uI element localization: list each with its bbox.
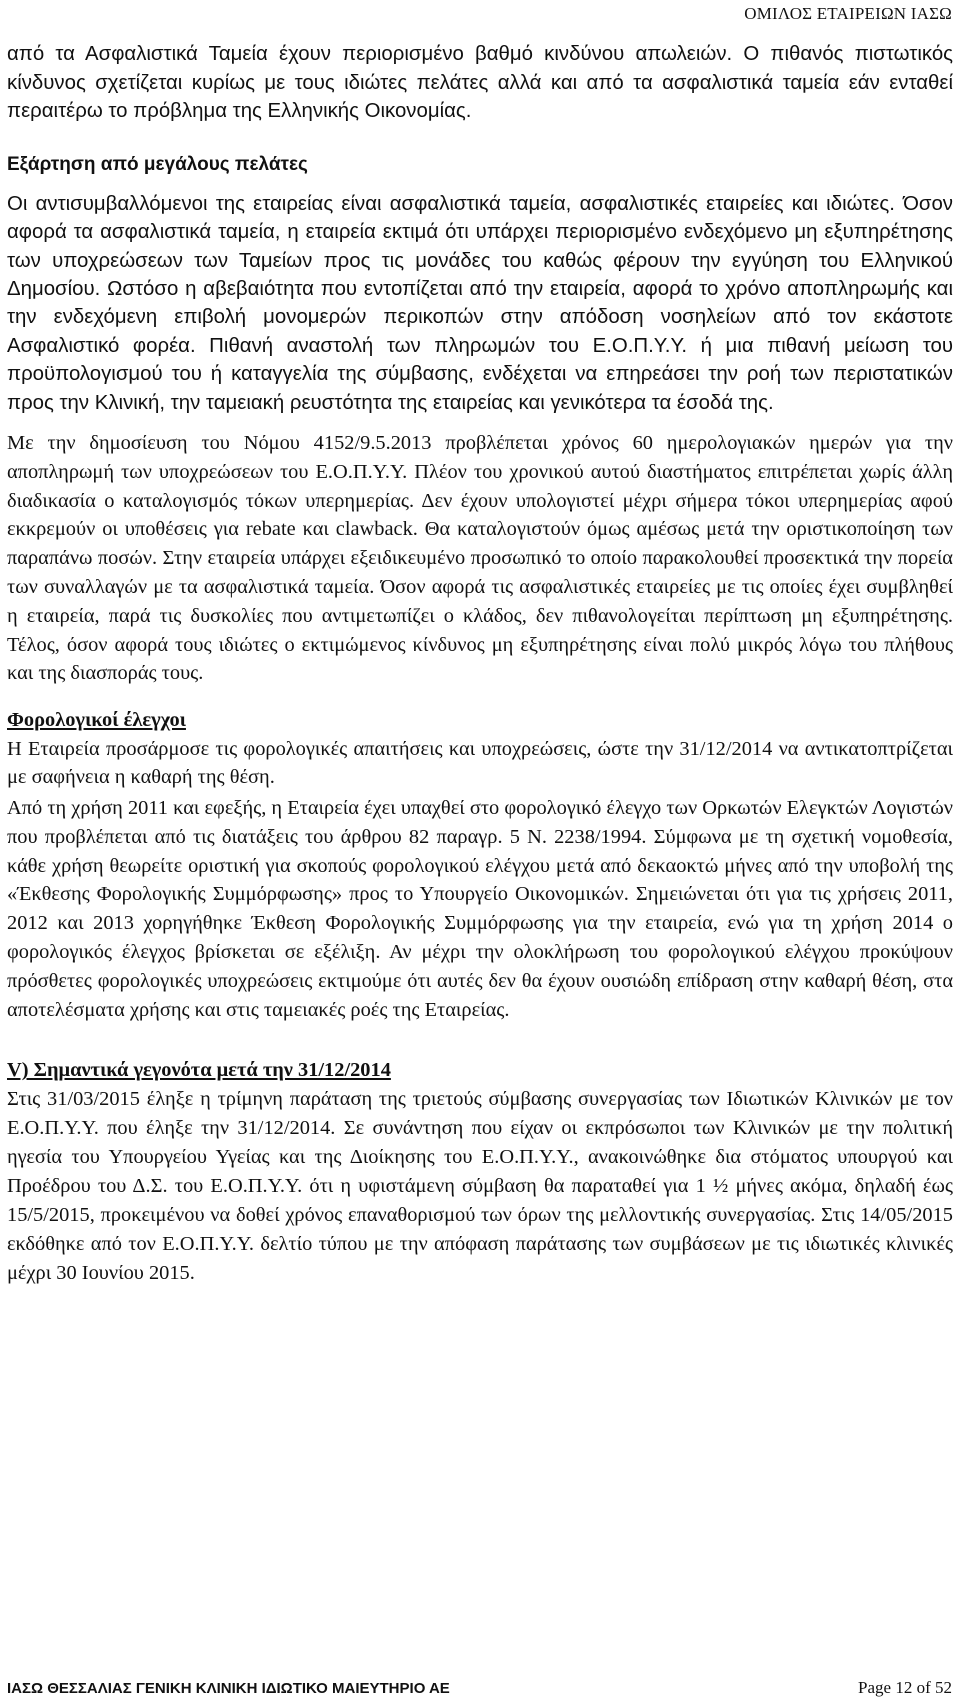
paragraph-law-4152: Με την δημοσίευση του Νόμου 4152/9.5.2013 προβλέπεται χρόνος 60 ημερολογιακών ημερών για την αποπληρωμή των υποχρεώσεων του Ε.Ο.Π.Υ.Υ. Πλέον του χρονικού αυτού διαστήματος επιτρέπεται χωρίς άλλη διαδικασία ο καταλογισμός τόκων υπερημερίας. Δεν έχουν υπολογιστεί μέχρι σήμερα τόκοι υπερημερίας αφού εκκρεμούν οι υποθέσεις για rebate και clawback. Θα καταλογιστούν όμως αμέσως μετά την οριστικοποίηση των παραπάνω ποσών. Στην εταιρεία υπάρχει εξειδικευμένο προσωπικό το οποίο παρακολουθεί προσεκτικά την πορεία των συναλλαγών με τα ασφαλιστικά ταμεία. Όσον αφορά τις ασφαλιστικές εταιρείες με τις οποίες έχει συμβληθεί η εταιρεία, παρά τις δυσκολίες που αντιμετωπίζει ο κλάδος, δεν πιθανολογείται περίπτωση μη εξυπηρέτησης. Τέλος, όσον αφορά τους ιδιώτες ο εκτιμώμενος κίνδυνος μη εξυπηρέτησης είναι πολύ μικρός λόγω του πλήθους και της διασποράς τους. (7, 432, 953, 685)
page-header: ΟΜΙΛΟΣ ΕΤΑΙΡΕΙΩΝ ΙΑΣΩ (744, 4, 952, 23)
section-heading-dependence: Εξάρτηση από μεγάλους πελάτες (7, 153, 308, 175)
footer-page-number: Page 12 of 52 (858, 1678, 952, 1697)
paragraph-credit-risk: από τα Ασφαλιστικά Ταμεία έχουν περιορισμένο βαθμό κινδύνου απωλειών. Ο πιθανός πιστωτικός κίνδυνος σχετίζεται κυρίως με τους ιδιώτες πελάτες αλλά και από τα ασφαλιστικά ταμεία εάν ενταθεί περαιτέρω το πρόβλημα της Ελληνικής Οικονομίας. (7, 43, 953, 123)
paragraph-tax-adjustment: Η Εταιρεία προσάρμοσε τις φορολογικές απαιτήσεις και υποχρεώσεις, ώστε την 31/12/2014 να αντικατοπτρίζεται με σαφήνεια η καθαρή της θέση. (7, 737, 953, 789)
section-heading-subsequent-events: V) Σημαντικά γεγονότα μετά την 31/12/2014 (7, 1059, 391, 1082)
paragraph-counterparties: Οι αντισυμβαλλόμενοι της εταιρείας είναι ασφαλιστικά ταμεία, ασφαλιστικές εταιρείες και ιδιώτες. Όσον αφορά τα ασφαλιστικά ταμεία, η εταιρεία εκτιμά ότι υπάρχει περιορισμένο ενδεχόμενο μη εξυπηρέτησης των υποχρεώσεων των Ταμείων προς τις μονάδες του καθώς φέρουν την εγγύηση του Ελληνικού Δημοσίου. Ωστόσο η αβεβαιότητα που εντοπίζεται από την εταιρεία, αφορά το χρόνο αποπληρωμής και την ενδεχόμενη επιβολή μονομερών περικοπών στην απόδοση νοσηλείων από τον εκάστοτε Ασφαλιστικό φορέα. Πιθανή αναστολή των πληρωμών του Ε.Ο.Π.Υ.Υ. ή μια πιθανή μείωση του προϋπολογισμού του ή καταγγελία της σύμβασης, ενδέχεται να επηρεάσει την ροή των περιστατικών προς την Κλινική, την ταμειακή ρευστότητα της εταιρείας και γενικότερα τα έσοδά της. (7, 192, 953, 414)
document-body (7, 40, 953, 1288)
paragraph-eopyy-contract: Στις 31/03/2015 έληξε η τρίμηνη παράταση της τριετούς σύμβασης συνεργασίας των Ιδιωτικών Κλινικών με τον Ε.Ο.Π.Υ.Υ. που έληξε την 31/12/2014. Σε συνάντηση που είχαν οι εκπρόσωποι των Κλινικών με την πολιτική ηγεσία του Υπουργείου Υγείας και της Διοίκησης του Ε.Ο.Π.Υ.Υ., ανακοινώθηκε δια στόματος υπουργού και Προέδρου του Δ.Σ. του Ε.Ο.Π.Υ.Υ. ότι η υφιστάμενη σύμβαση θα παραταθεί για 1 ½ μήνες ακόμα, δηλαδή έως 15/5/2015, προκειμένου να δοθεί χρόνος επαναθορισμού των όρων της μελλοντικής συνεργασίας. Στις 14/05/2015 εκδόθηκε από τον Ε.Ο.Π.Υ.Υ. δελτίο τύπου με την απόφαση παράτασης των συμβάσεων με τις ιδιωτικές κλινικές μέχρι 30 Ιουνίου 2015. (7, 1087, 953, 1284)
footer-company-name: ΙΑΣΩ ΘΕΣΣΑΛΙΑΣ ΓΕΝΙΚΗ ΚΛΙΝΙΚΗ ΙΔΙΩΤΙΚΟ ΜΑΙΕΥΤΗΡΙΟ ΑΕ (7, 1680, 450, 1697)
paragraph-tax-compliance: Από τη χρήση 2011 και εφεξής, η Εταιρεία έχει υπαχθεί στο φορολογικό έλεγχο των Ορκωτών Ελεγκτών Λογιστών που προβλέπεται από τις διατάξεις του άρθρου 82 παραγρ. 5 Ν. 2238/1994. Σύμφωνα με τη σχετική νομοθεσία, κάθε χρήση θεωρείτε οριστική για σκοπούς φορολογικού ελέγχου μετά από δεκαοκτώ μήνες από την υποβολή της «Έκθεσης Φορολογικής Συμμόρφωσης» προς το Υπουργείο Οικονομικών. Σημειώνεται ότι για τις χρήσεις 2011, 2012 και 2013 χορηγήθηκε Έκθεση Φορολογικής Συμμόρφωσης για την εταιρεία, ενώ για τη χρήση 2014 ο φορολογικός έλεγχος βρίσκεται σε εξέλιξη. Αν μέχρι την ολοκλήρωση του φορολογικού ελέγχου προκύψουν πρόσθετες φορολογικές υποχρεώσεις εκτιμούμε ότι αυτές δεν θα έχουν ουσιώδη επίδραση στην καθαρή θέση, στα αποτελέσματα χρήσης και στις ταμειακές ροές της Εταιρείας. (7, 796, 953, 1021)
section-heading-tax-audits: Φορολογικοί έλεγχοι (7, 709, 186, 732)
